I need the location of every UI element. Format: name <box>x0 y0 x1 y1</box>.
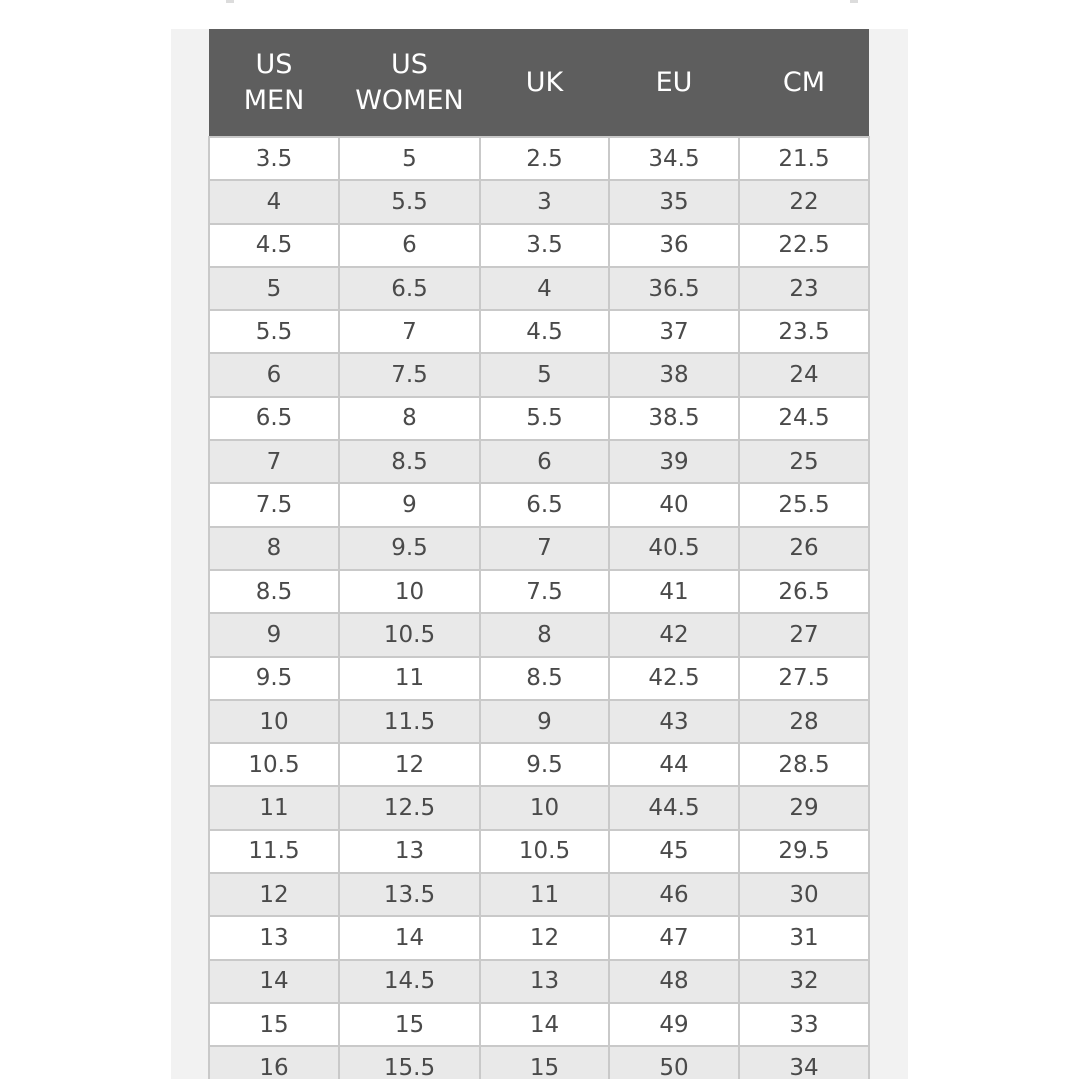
cell-eu: 36 <box>609 224 739 267</box>
cell-uk: 11 <box>480 873 609 916</box>
cell-eu: 47 <box>609 916 739 959</box>
table-row <box>209 570 869 613</box>
table-row <box>209 743 869 786</box>
cell-uk: 15 <box>480 1046 609 1079</box>
table-header <box>209 29 869 137</box>
table-row <box>209 657 869 700</box>
cell-us-men: 10 <box>209 700 339 743</box>
cell-us-men: 13 <box>209 916 339 959</box>
header-label-line: MEN <box>243 84 305 116</box>
cell-us-men: 9.5 <box>209 657 339 700</box>
table-row <box>209 353 869 396</box>
cell-uk: 2.5 <box>480 137 609 180</box>
cell-eu: 36.5 <box>609 267 739 310</box>
cell-us-women: 5.5 <box>339 180 480 223</box>
table-row <box>209 137 869 180</box>
cell-eu: 38.5 <box>609 397 739 440</box>
cell-uk: 14 <box>480 1003 609 1046</box>
cell-us-women: 15 <box>339 1003 480 1046</box>
cell-cm: 24.5 <box>739 397 869 440</box>
cell-us-men: 5.5 <box>209 310 339 353</box>
cell-cm: 22 <box>739 180 869 223</box>
cell-eu: 50 <box>609 1046 739 1079</box>
cell-us-men: 9 <box>209 613 339 656</box>
cell-uk: 3.5 <box>480 224 609 267</box>
header-label-line: US <box>391 49 428 81</box>
cell-cm: 31 <box>739 916 869 959</box>
cell-us-women: 15.5 <box>339 1046 480 1079</box>
cell-us-men: 6.5 <box>209 397 339 440</box>
cell-us-women: 9.5 <box>339 527 480 570</box>
table-row <box>209 224 869 267</box>
cell-eu: 49 <box>609 1003 739 1046</box>
cell-uk: 8 <box>480 613 609 656</box>
cell-uk: 13 <box>480 960 609 1003</box>
table-row <box>209 830 869 873</box>
cell-us-women: 5 <box>339 137 480 180</box>
cell-cm: 33 <box>739 1003 869 1046</box>
cell-us-women: 8 <box>339 397 480 440</box>
table-row <box>209 786 869 829</box>
cell-us-men: 5 <box>209 267 339 310</box>
cell-cm: 26 <box>739 527 869 570</box>
cell-us-women: 7.5 <box>339 353 480 396</box>
cell-uk: 7.5 <box>480 570 609 613</box>
top-edge-mark-left <box>226 0 234 3</box>
table-row <box>209 1046 869 1079</box>
cell-us-men: 16 <box>209 1046 339 1079</box>
table-row <box>209 1003 869 1046</box>
table-row <box>209 310 869 353</box>
table-row <box>209 397 869 440</box>
cell-eu: 37 <box>609 310 739 353</box>
cell-us-women: 12.5 <box>339 786 480 829</box>
cell-us-men: 6 <box>209 353 339 396</box>
cell-us-men: 8 <box>209 527 339 570</box>
cell-eu: 48 <box>609 960 739 1003</box>
cell-cm: 27.5 <box>739 657 869 700</box>
cell-eu: 35 <box>609 180 739 223</box>
cell-us-women: 10.5 <box>339 613 480 656</box>
header-label-line: WOMEN <box>355 84 464 116</box>
cell-uk: 10.5 <box>480 830 609 873</box>
cell-uk: 6.5 <box>480 483 609 526</box>
cell-cm: 29.5 <box>739 830 869 873</box>
cell-eu: 42.5 <box>609 657 739 700</box>
header-uk <box>480 29 609 137</box>
cell-eu: 46 <box>609 873 739 916</box>
cell-us-men: 8.5 <box>209 570 339 613</box>
cell-uk: 7 <box>480 527 609 570</box>
cell-cm: 28.5 <box>739 743 869 786</box>
cell-uk: 3 <box>480 180 609 223</box>
header-eu <box>609 29 739 137</box>
cell-us-men: 7.5 <box>209 483 339 526</box>
header-us-men <box>209 29 339 137</box>
cell-eu: 45 <box>609 830 739 873</box>
cell-eu: 39 <box>609 440 739 483</box>
header-us-women <box>339 29 480 137</box>
cell-us-women: 7 <box>339 310 480 353</box>
cell-us-men: 15 <box>209 1003 339 1046</box>
cell-us-women: 8.5 <box>339 440 480 483</box>
header-row <box>209 29 869 137</box>
cell-cm: 24 <box>739 353 869 396</box>
cell-eu: 40.5 <box>609 527 739 570</box>
cell-eu: 38 <box>609 353 739 396</box>
cell-us-women: 13.5 <box>339 873 480 916</box>
shoe-size-table <box>208 29 870 1079</box>
cell-cm: 22.5 <box>739 224 869 267</box>
cell-us-women: 11.5 <box>339 700 480 743</box>
cell-uk: 4 <box>480 267 609 310</box>
cell-cm: 26.5 <box>739 570 869 613</box>
table-row <box>209 483 869 526</box>
header-label-line: US <box>255 49 293 81</box>
cell-uk: 5.5 <box>480 397 609 440</box>
table-row <box>209 527 869 570</box>
cell-eu: 42 <box>609 613 739 656</box>
table-row <box>209 960 869 1003</box>
cell-us-women: 14.5 <box>339 960 480 1003</box>
table-row <box>209 267 869 310</box>
cell-uk: 10 <box>480 786 609 829</box>
cell-eu: 34.5 <box>609 137 739 180</box>
cell-cm: 25.5 <box>739 483 869 526</box>
cell-us-men: 4 <box>209 180 339 223</box>
cell-us-men: 4.5 <box>209 224 339 267</box>
cell-cm: 34 <box>739 1046 869 1079</box>
cell-eu: 44 <box>609 743 739 786</box>
cell-uk: 4.5 <box>480 310 609 353</box>
header-label-line: CM <box>782 66 826 98</box>
table-row <box>209 440 869 483</box>
cell-us-women: 14 <box>339 916 480 959</box>
cell-us-women: 12 <box>339 743 480 786</box>
top-edge-mark-right <box>850 0 858 3</box>
cell-us-women: 9 <box>339 483 480 526</box>
cell-cm: 25 <box>739 440 869 483</box>
cell-us-women: 6 <box>339 224 480 267</box>
cell-us-men: 14 <box>209 960 339 1003</box>
cell-uk: 6 <box>480 440 609 483</box>
cell-us-women: 11 <box>339 657 480 700</box>
table-row <box>209 873 869 916</box>
cell-uk: 12 <box>480 916 609 959</box>
cell-eu: 41 <box>609 570 739 613</box>
header-label-line: EU <box>655 66 693 98</box>
table-row <box>209 613 869 656</box>
cell-cm: 27 <box>739 613 869 656</box>
cell-cm: 29 <box>739 786 869 829</box>
table-row <box>209 916 869 959</box>
cell-uk: 8.5 <box>480 657 609 700</box>
cell-us-men: 11 <box>209 786 339 829</box>
table-row <box>209 180 869 223</box>
cell-uk: 9 <box>480 700 609 743</box>
cell-eu: 44.5 <box>609 786 739 829</box>
cell-us-men: 3.5 <box>209 137 339 180</box>
cell-us-men: 11.5 <box>209 830 339 873</box>
table-body <box>209 137 869 1079</box>
cell-cm: 32 <box>739 960 869 1003</box>
cell-uk: 5 <box>480 353 609 396</box>
table-row <box>209 700 869 743</box>
cell-us-women: 13 <box>339 830 480 873</box>
cell-cm: 23 <box>739 267 869 310</box>
cell-us-women: 6.5 <box>339 267 480 310</box>
cell-us-women: 10 <box>339 570 480 613</box>
cell-eu: 43 <box>609 700 739 743</box>
header-cm <box>739 29 869 137</box>
cell-cm: 21.5 <box>739 137 869 180</box>
cell-us-men: 10.5 <box>209 743 339 786</box>
cell-uk: 9.5 <box>480 743 609 786</box>
cell-eu: 40 <box>609 483 739 526</box>
cell-cm: 30 <box>739 873 869 916</box>
cell-cm: 28 <box>739 700 869 743</box>
cell-us-men: 12 <box>209 873 339 916</box>
cell-us-men: 7 <box>209 440 339 483</box>
cell-cm: 23.5 <box>739 310 869 353</box>
header-label-line: UK <box>525 66 564 98</box>
